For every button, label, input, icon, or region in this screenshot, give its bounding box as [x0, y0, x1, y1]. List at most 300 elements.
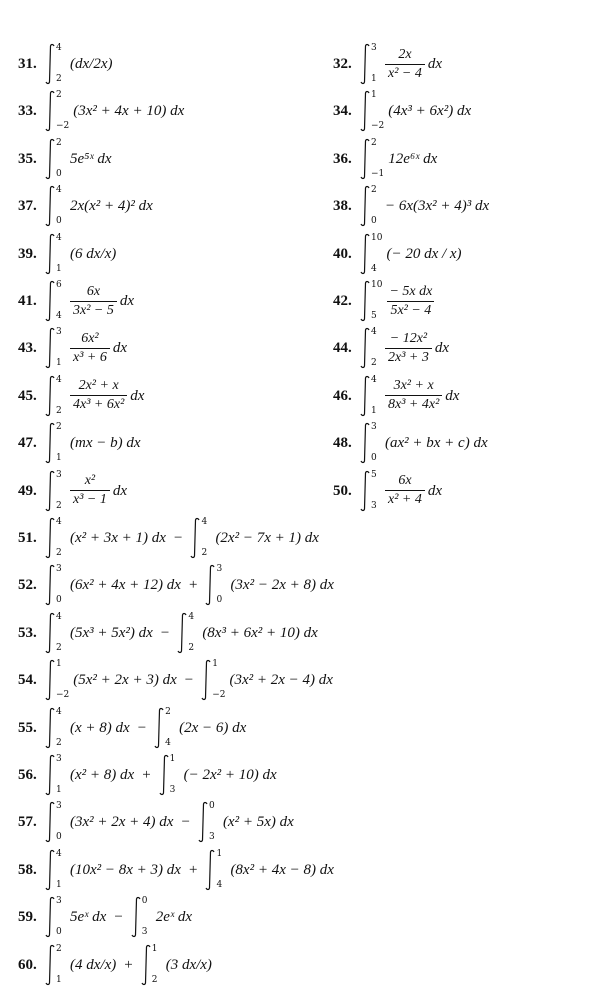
problem-45 [18, 374, 144, 418]
integral-term [177, 612, 317, 654]
differential: dx [130, 387, 145, 404]
lower-limit: 2 [56, 737, 62, 748]
integrand: (6 dx/x) [70, 245, 117, 262]
upper-limit: 1 [371, 90, 377, 101]
denominator: x³ + 6 [70, 348, 110, 366]
integral [45, 138, 66, 180]
lower-limit: 3 [371, 500, 377, 511]
problem-number: 32. [333, 56, 352, 72]
integral-sign-icon [45, 280, 55, 322]
problem-number: 33. [18, 103, 37, 120]
integral-sign-icon [45, 801, 55, 843]
problem-number: 37. [18, 198, 37, 215]
integral [198, 801, 219, 843]
integral-sign-icon [201, 659, 211, 701]
integral-limits [142, 896, 152, 938]
problem-number: 58. [18, 861, 37, 878]
integral-term [360, 138, 437, 180]
lower-limit: 1 [56, 879, 62, 890]
denominator: 4x³ + 6x² [70, 395, 127, 413]
upper-limit: 10 [371, 232, 383, 243]
integrand: (8x³ + 6x² + 10) dx [202, 624, 318, 641]
numerator: 6x² [81, 330, 99, 346]
integral [45, 185, 66, 227]
denominator: x² − 4 [385, 64, 425, 82]
integrand: (− 2x² + 10) dx [183, 767, 277, 783]
integral-limits [56, 944, 66, 986]
lower-limit: 2 [371, 358, 377, 369]
integrand: (3x² + 4x + 10) dx [73, 103, 185, 120]
fraction [70, 473, 110, 508]
integral [360, 138, 384, 180]
integral-limits [371, 43, 381, 85]
lower-limit: 2 [188, 642, 195, 653]
lower-limit: 0 [56, 595, 62, 606]
operator: − [137, 719, 147, 736]
integrand: (dx/2x) [70, 56, 113, 72]
denominator: 2x³ + 3 [385, 348, 432, 366]
integral-term [360, 233, 462, 275]
denominator: 3x² − 5 [70, 301, 117, 319]
integral-limits [371, 280, 382, 322]
integral-limits [56, 327, 66, 369]
upper-limit: 4 [56, 232, 62, 243]
integrand: (4 dx/x) [70, 956, 117, 973]
integral [154, 707, 175, 749]
upper-limit: 3 [56, 754, 62, 764]
integral [360, 470, 381, 512]
upper-limit: 4 [371, 327, 377, 338]
integral-limits [216, 849, 226, 891]
problem-38 [333, 184, 489, 228]
problem-33 [18, 89, 184, 133]
upper-limit: 1 [56, 659, 62, 670]
problem-52 [18, 563, 334, 607]
integral-term [45, 612, 153, 654]
integral [45, 43, 66, 85]
lower-limit: 4 [216, 879, 223, 890]
differential: dx [112, 482, 128, 499]
integral-sign-icon [360, 327, 370, 369]
upper-limit: 2 [371, 137, 377, 148]
integral [45, 707, 66, 749]
differential: dx [434, 340, 450, 357]
lower-limit: 2 [201, 548, 208, 558]
integral-term [45, 659, 177, 701]
integral-term [45, 185, 153, 227]
integral [205, 564, 226, 606]
numerator: 3x² + x [393, 378, 434, 394]
integral-limits [56, 185, 66, 227]
problem-39 [18, 232, 116, 276]
integrand: 5e⁵ˣ dx [70, 150, 112, 167]
upper-limit: 1 [169, 754, 176, 764]
integral [45, 801, 66, 843]
integral-term [45, 138, 112, 180]
upper-limit: 3 [216, 564, 223, 575]
lower-limit: −2 [56, 690, 70, 701]
problem-46 [333, 374, 459, 418]
problem-number: 60. [18, 956, 37, 973]
integrand: (3 dx/x) [165, 956, 212, 973]
integral-term [360, 185, 489, 227]
upper-limit: 3 [56, 469, 62, 480]
problem-number: 42. [333, 293, 352, 309]
problem-40 [333, 232, 462, 276]
integral [360, 90, 384, 132]
problem-number: 46. [333, 387, 352, 404]
differential: dx [427, 56, 443, 72]
integral-limits [371, 375, 381, 417]
problem-49 [18, 469, 127, 513]
differential: dx [445, 387, 460, 404]
integral-limits [216, 564, 226, 606]
operator: + [188, 577, 198, 594]
upper-limit: 2 [56, 90, 62, 101]
integral [45, 422, 66, 464]
integral-sign-icon [205, 564, 215, 606]
problem-number: 52. [18, 577, 37, 594]
lower-limit: 1 [371, 74, 377, 84]
upper-limit: 4 [56, 43, 62, 53]
numerator: − 12x² [389, 330, 428, 346]
integral [45, 280, 66, 322]
problem-37 [18, 184, 153, 228]
fraction [70, 331, 110, 366]
problem-34 [333, 89, 471, 133]
problem-number: 38. [333, 198, 352, 215]
fraction [70, 284, 117, 319]
integral-sign-icon [154, 707, 164, 749]
upper-limit: 3 [56, 801, 62, 812]
upper-limit: 1 [216, 848, 223, 859]
integral-sign-icon [190, 517, 200, 559]
problem-36 [333, 137, 437, 181]
integrand: (mx − b) dx [70, 435, 141, 452]
integral-limits [170, 754, 180, 796]
integral-sign-icon [45, 754, 55, 796]
problem-number: 59. [18, 909, 37, 926]
integrand: 5eˣ dx [70, 909, 107, 926]
integral-sign-icon [177, 612, 187, 654]
fraction [385, 378, 442, 413]
upper-limit: 4 [56, 517, 62, 527]
integral [360, 280, 382, 322]
integral-limits [371, 327, 381, 369]
integral [45, 470, 66, 512]
integral-limits [371, 233, 382, 275]
upper-limit: 5 [371, 469, 377, 480]
integral-limits [56, 564, 66, 606]
integral [360, 233, 382, 275]
problem-number: 56. [18, 767, 37, 783]
lower-limit: 1 [56, 263, 62, 274]
integral-sign-icon [45, 849, 55, 891]
integrand: (2x² − 7x + 1) dx [215, 530, 319, 546]
integral-limits [165, 707, 175, 749]
upper-limit: 4 [56, 611, 62, 622]
integral-limits [56, 659, 69, 701]
integral [360, 375, 381, 417]
integral-limits [56, 470, 66, 512]
lower-limit: 0 [56, 168, 62, 179]
integral-term [360, 43, 442, 85]
integral [45, 375, 66, 417]
problem-50 [333, 469, 442, 513]
integral-term [45, 944, 116, 986]
fraction [70, 378, 127, 413]
integral-term [45, 470, 127, 512]
integral-limits [56, 90, 69, 132]
integral-limits [56, 375, 66, 417]
integral [45, 659, 69, 701]
integral-term [45, 233, 116, 275]
integral-term [131, 896, 192, 938]
upper-limit: 3 [371, 422, 377, 433]
integral-term [360, 327, 449, 369]
problem-number: 36. [333, 150, 352, 167]
problem-55 [18, 706, 246, 750]
operator: + [124, 956, 133, 973]
integrand: (3x² + 2x + 4) dx [70, 814, 174, 831]
integral-term [360, 375, 459, 417]
integral [190, 517, 211, 559]
upper-limit: 4 [56, 185, 62, 196]
integrand: (x² + 8) dx [70, 767, 135, 783]
integral-limits [371, 185, 381, 227]
lower-limit: 0 [56, 216, 62, 227]
lower-limit: 2 [56, 548, 62, 558]
integrand: (x + 8) dx [70, 719, 130, 736]
integral [360, 422, 381, 464]
integrand: (6x² + 4x + 12) dx [70, 577, 181, 594]
integral-limits [56, 896, 66, 938]
integrand: (− 20 dx / x) [386, 245, 462, 262]
problem-number: 47. [18, 435, 37, 452]
upper-limit: 3 [56, 327, 62, 338]
integral-sign-icon [45, 659, 55, 701]
operator: − [173, 530, 183, 546]
integrand: (10x² − 8x + 3) dx [70, 861, 181, 878]
problem-31 [18, 42, 112, 86]
lower-limit: 0 [56, 927, 62, 938]
problem-44 [333, 326, 449, 370]
upper-limit: 3 [56, 564, 62, 575]
lower-limit: 2 [56, 405, 62, 416]
integral [45, 849, 66, 891]
problem-35 [18, 137, 112, 181]
integral-limits [201, 517, 211, 559]
integral-sign-icon [45, 517, 55, 559]
problem-53 [18, 611, 318, 655]
problem-number: 51. [18, 530, 37, 546]
lower-limit: −1 [371, 168, 385, 179]
integral-sign-icon [45, 470, 55, 512]
denominator: x² + 4 [385, 490, 425, 508]
integral-sign-icon [45, 375, 55, 417]
integral-sign-icon [159, 754, 169, 796]
integral [201, 659, 225, 701]
integral-sign-icon [360, 375, 370, 417]
problem-number: 50. [333, 482, 352, 499]
integrand: (8x² + 4x − 8) dx [230, 861, 334, 878]
integral-limits [56, 138, 66, 180]
integral-term [198, 801, 294, 843]
fraction [385, 47, 425, 82]
integrand: (5x³ + 5x²) dx [70, 624, 153, 641]
differential: dx [119, 293, 135, 309]
integral-term [201, 659, 333, 701]
lower-limit: 4 [165, 737, 171, 748]
integral-limits [56, 849, 66, 891]
upper-limit: 1 [212, 659, 218, 670]
integral-sign-icon [45, 422, 55, 464]
integral [45, 896, 66, 938]
integral-sign-icon [360, 470, 370, 512]
numerator: x² [84, 473, 96, 489]
integral-sign-icon [198, 801, 208, 843]
problem-57 [18, 800, 294, 844]
lower-limit: 5 [371, 311, 377, 321]
lower-limit: 3 [208, 832, 215, 843]
upper-limit: 1 [151, 943, 158, 954]
denominator: 5x² − 4 [387, 301, 434, 319]
integral-sign-icon [45, 564, 55, 606]
integral-limits [188, 612, 198, 654]
problem-41 [18, 279, 134, 323]
lower-limit: 0 [216, 595, 223, 606]
integral-sign-icon [360, 90, 370, 132]
lower-limit: 1 [56, 453, 62, 464]
integral-term [360, 90, 471, 132]
integral-sign-icon [360, 185, 370, 227]
problem-number: 55. [18, 719, 37, 736]
problem-58 [18, 848, 334, 892]
problem-number: 39. [18, 245, 37, 262]
integral-limits [371, 138, 384, 180]
integral-sign-icon [45, 43, 55, 85]
integral-sign-icon [360, 233, 370, 275]
operator: + [188, 861, 198, 878]
lower-limit: 1 [371, 405, 377, 416]
integral-limits [56, 612, 66, 654]
problem-number: 57. [18, 814, 37, 831]
integral-term [159, 754, 277, 796]
integrand: − 6x(3x² + 4)³ dx [385, 198, 490, 215]
integral-limits [212, 659, 225, 701]
integral-term [205, 564, 333, 606]
integral-sign-icon [45, 327, 55, 369]
numerator: 6x [86, 283, 101, 299]
integral [141, 944, 162, 986]
problem-47 [18, 421, 141, 465]
upper-limit: 2 [56, 137, 62, 148]
numerator: 2x² + x [78, 378, 119, 394]
fraction [386, 284, 435, 319]
integral-sign-icon [360, 138, 370, 180]
lower-limit: 2 [151, 974, 158, 985]
integral-limits [56, 754, 66, 796]
integral-term [45, 43, 112, 85]
integral-limits [56, 517, 66, 559]
problem-number: 41. [18, 293, 37, 309]
integral-limits [371, 422, 381, 464]
upper-limit: 0 [141, 896, 148, 907]
problem-59 [18, 895, 192, 939]
integral-limits [56, 801, 66, 843]
problem-56 [18, 753, 277, 797]
problem-number: 34. [333, 103, 352, 120]
integral [45, 754, 66, 796]
operator: − [160, 624, 170, 641]
integral-sign-icon [45, 944, 55, 986]
integral-term [45, 327, 127, 369]
integral [360, 185, 381, 227]
lower-limit: 4 [56, 311, 62, 321]
numerator: − 5x dx [389, 283, 433, 299]
integral-limits [56, 233, 66, 275]
integral [131, 896, 152, 938]
upper-limit: 4 [56, 706, 62, 717]
integral-limits [152, 944, 162, 986]
lower-limit: 2 [56, 642, 62, 653]
problem-54 [18, 658, 333, 702]
integral [45, 517, 66, 559]
integral-term [45, 801, 173, 843]
upper-limit: 2 [371, 185, 377, 196]
integral-term [45, 564, 181, 606]
problem-number: 48. [333, 435, 352, 452]
integral-term [45, 375, 144, 417]
problem-48 [333, 421, 488, 465]
numerator: 2x [398, 46, 412, 62]
fraction [385, 473, 425, 508]
upper-limit: 2 [56, 943, 62, 954]
integral [45, 944, 66, 986]
integral [45, 327, 66, 369]
integral-sign-icon [360, 43, 370, 85]
lower-limit: 1 [56, 358, 62, 369]
upper-limit: 10 [371, 280, 383, 290]
integral-limits [371, 470, 381, 512]
integral-term [360, 470, 442, 512]
integral-sign-icon [45, 138, 55, 180]
integral-term [141, 944, 212, 986]
integral-sign-icon [45, 896, 55, 938]
integral-term [45, 517, 166, 559]
lower-limit: 0 [371, 216, 377, 227]
integral [45, 90, 69, 132]
integral-term [45, 90, 184, 132]
problem-51 [18, 516, 319, 560]
integral [45, 612, 66, 654]
integral-sign-icon [45, 707, 55, 749]
integrand: (x² + 5x) dx [222, 814, 294, 831]
integral [45, 564, 66, 606]
integrand: (5x² + 2x + 3) dx [73, 672, 177, 689]
integral-limits [371, 90, 384, 132]
problem-number: 44. [333, 340, 352, 357]
integral-limits [56, 707, 66, 749]
numerator: 6x [398, 473, 412, 489]
fraction [385, 331, 432, 366]
integral [360, 43, 381, 85]
upper-limit: 4 [56, 848, 62, 859]
integral [159, 754, 180, 796]
operator: + [142, 767, 151, 783]
upper-limit: 6 [56, 280, 62, 290]
lower-limit: −2 [371, 121, 385, 132]
